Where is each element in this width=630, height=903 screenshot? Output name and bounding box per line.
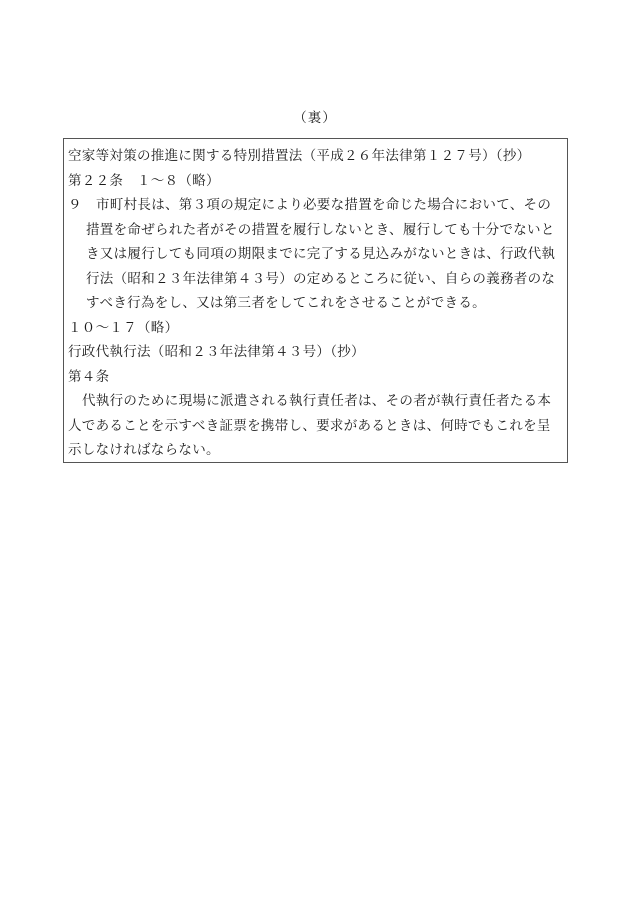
law2-title: 行政代執行法（昭和２３年法律第４３号）（抄） [68, 344, 365, 360]
item-text: 市町村長は、第３項の規定により必要な措置を命じた場合において、その措置を命ぜられた者がその措置を履行しないとき、履行しても十分でないとき又は履行しても同項の期限までに完了する見込みがないときは、行政代執行法（昭和２３年法律第４３号）の定めるところに従い、自らの義務者のなすべき行為をし、又は第三者をしてこれをさせることができる。 [86, 197, 556, 311]
law-excerpt-box [63, 138, 568, 463]
page-heading: （裏） [293, 110, 337, 126]
law1-item-9 [68, 193, 563, 316]
law1-title: 空家等対策の推進に関する特別措置法（平成２６年法律第１２７号）（抄） [68, 148, 531, 164]
law2-article-text: 代執行のために現場に派遣される執行責任者は、その者が執行責任者たる本人であることを示すべき証票を携帯し、要求があるときは、何時でもこれを呈示しなければならない。 [68, 393, 552, 458]
law1-omitted-items: １０～１７（略） [68, 319, 179, 336]
law1-article-heading: 第２２条 １～８（略） [68, 172, 220, 189]
item-number: ９ [68, 197, 82, 213]
law2-article-heading: 第４条 [68, 368, 110, 385]
